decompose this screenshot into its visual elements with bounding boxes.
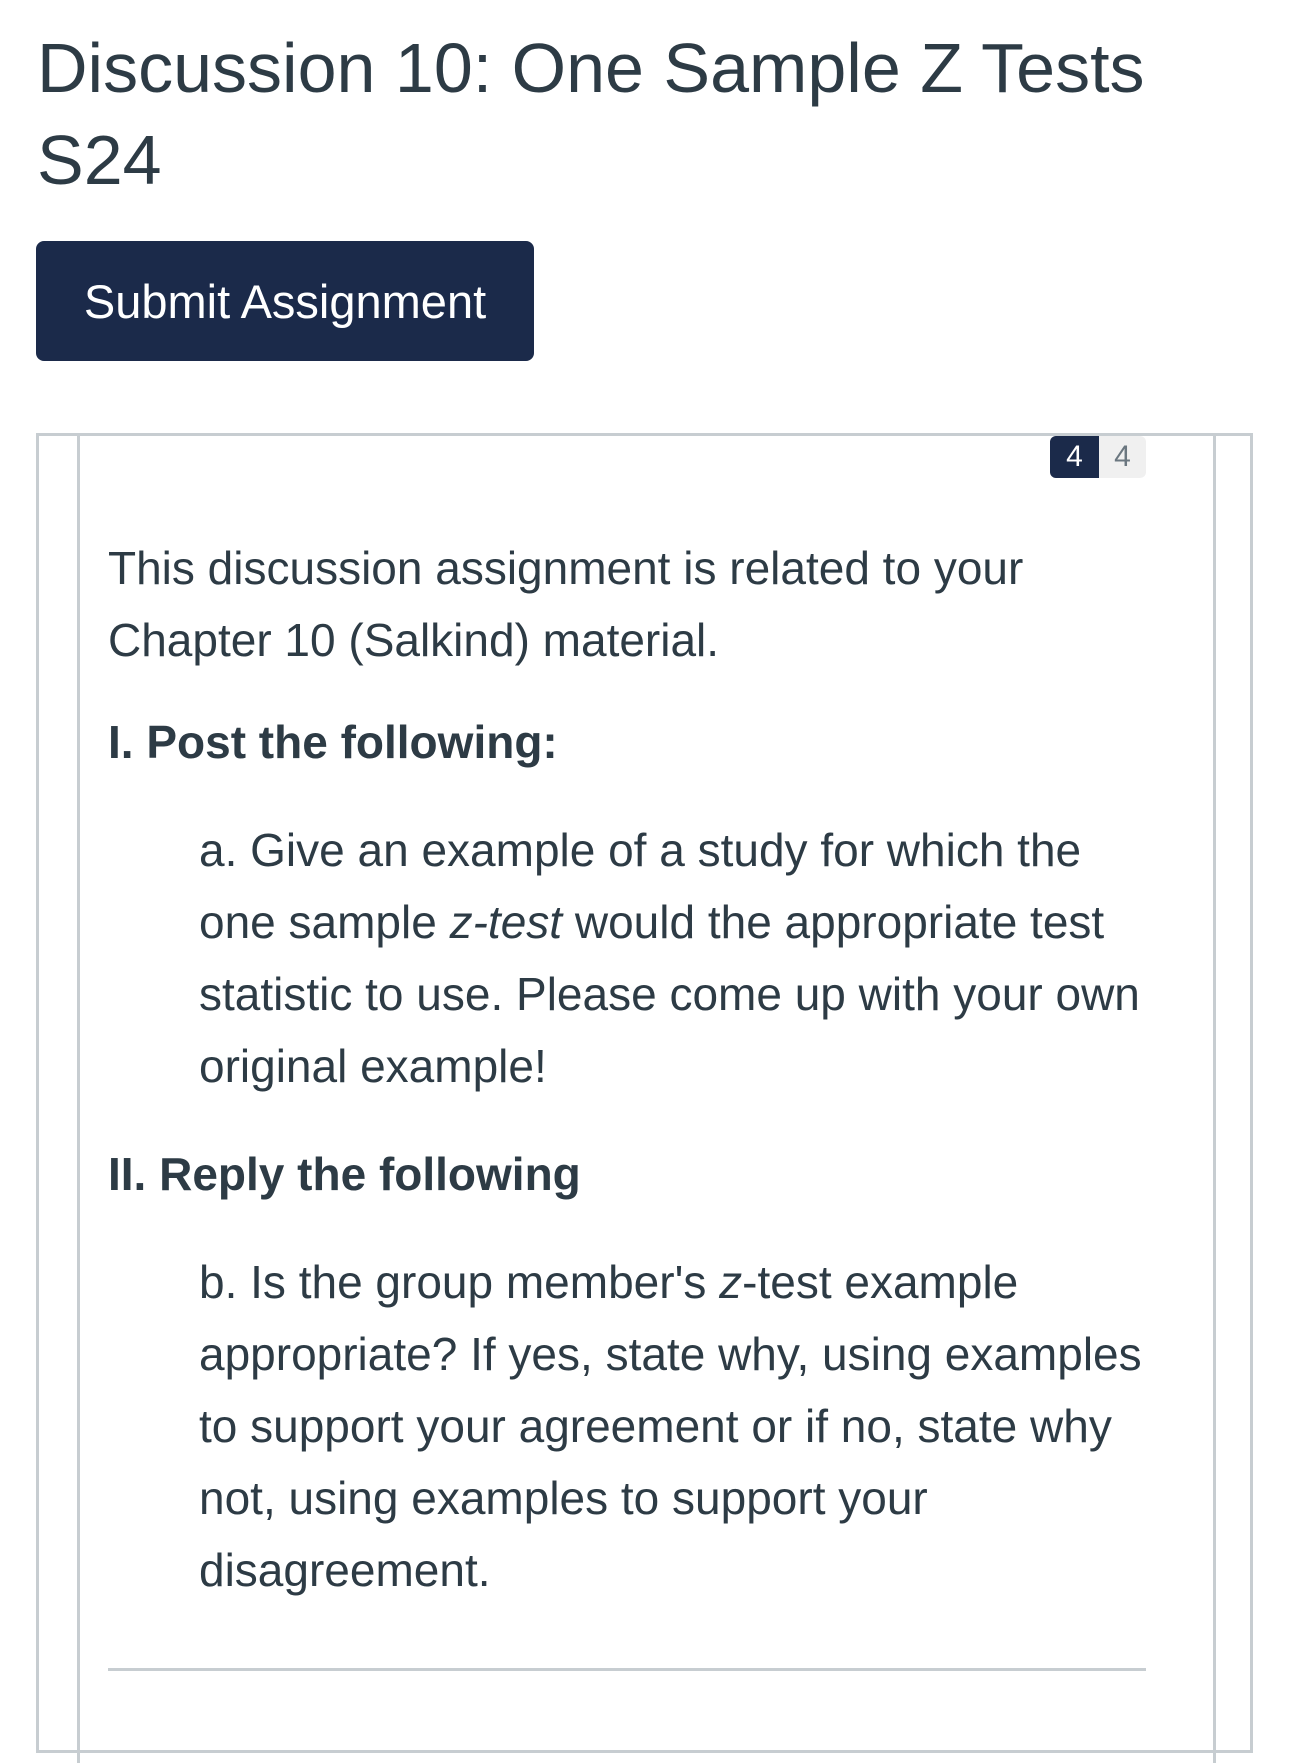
item-a-emphasis: z-test <box>449 896 563 948</box>
item-b-emphasis: z <box>719 1256 743 1308</box>
intro-text: This discussion assignment is related to your Chapter 10 (Salkind) material. <box>108 542 1024 666</box>
item-a-after: would the appropriate test statistic to use. Please come up with your own original example! <box>199 896 1140 1092</box>
item-a-text <box>108 814 1148 1102</box>
reply-heading: II. Reply the following <box>108 1148 581 1200</box>
counter-current: 4 <box>1050 436 1099 478</box>
submit-assignment-button[interactable]: Submit Assignment <box>36 241 534 361</box>
page-counter <box>1050 436 1146 478</box>
item-b-before: b. Is the group member's <box>199 1256 720 1308</box>
item-b-text <box>108 1246 1148 1606</box>
item-b-after: -test example appropriate? If yes, state why, using examples to support your agreement or if no, state why not, using examples to support your disagreement. <box>199 1256 1142 1596</box>
discussion-content <box>108 532 1148 1606</box>
item-a-before: a. Give an example of a study for which the one sample <box>199 824 1082 948</box>
content-divider <box>108 1668 1146 1671</box>
counter-total: 4 <box>1099 436 1146 478</box>
page-title: Discussion 10: One Sample Z Tests S24 <box>37 29 1145 199</box>
post-heading: I. Post the following: <box>108 716 558 768</box>
